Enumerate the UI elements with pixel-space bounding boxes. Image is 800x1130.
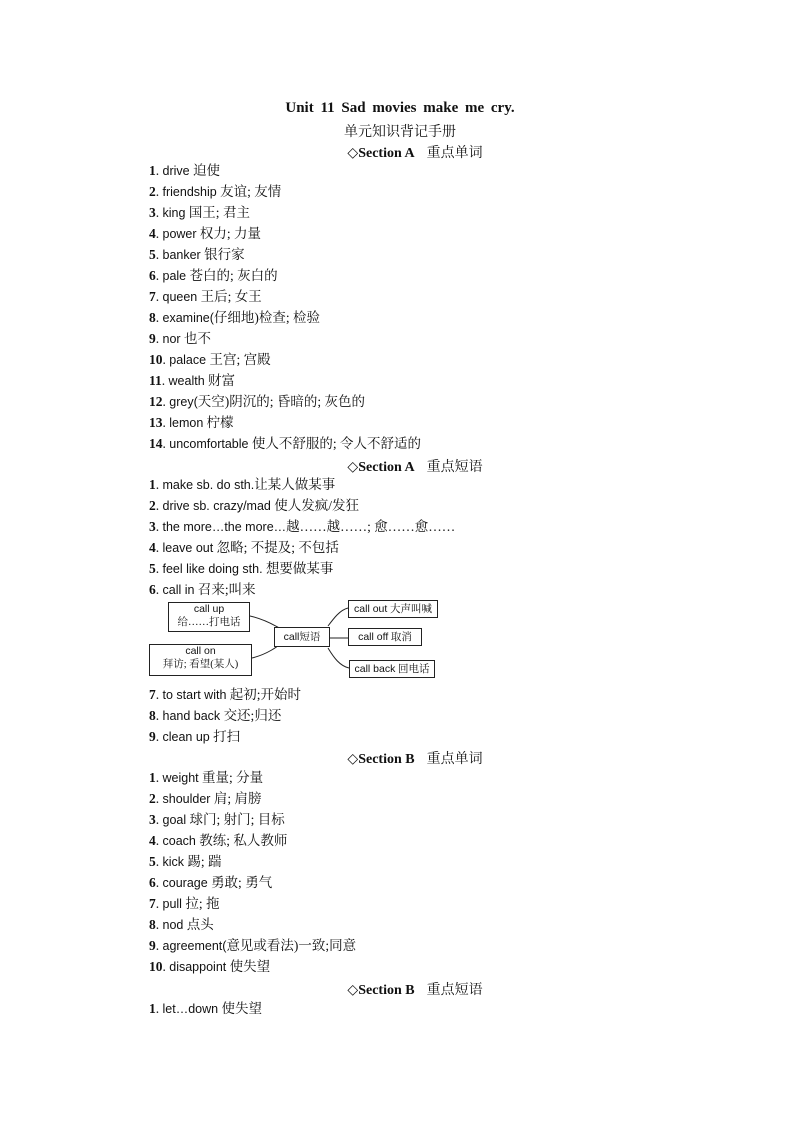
- diamond-icon: ◇: [347, 460, 359, 475]
- page-title: Unit 11 Sad movies make me cry.: [285, 100, 515, 116]
- word-list-a: [149, 160, 421, 454]
- call-up-box: call up 给……打电话: [168, 602, 250, 632]
- list-item: 7. to start with 起初;开始时: [149, 687, 302, 702]
- section-heading-b-words: [0, 748, 800, 768]
- call-phrase-diagram: [148, 598, 448, 682]
- list-item: 6. pale 苍白的; 灰白的: [149, 268, 278, 283]
- list-item: 1. weight 重量; 分量: [149, 770, 264, 785]
- list-item: 6. courage 勇敢; 勇气: [149, 875, 273, 890]
- call-center-box: call短语: [274, 627, 330, 647]
- section-label: Section B: [358, 752, 415, 767]
- list-item: 9. clean up 打扫: [149, 729, 241, 744]
- list-item: 3. king 国王; 君主: [149, 205, 250, 220]
- list-item: 11. wealth 财富: [149, 373, 236, 388]
- diamond-icon: ◇: [347, 983, 359, 998]
- section-label: Section A: [358, 460, 415, 475]
- section-zh: 重点单词: [426, 146, 483, 161]
- list-item: 5. kick 踢; 踹: [149, 854, 222, 869]
- page-subtitle: 单元知识背记手册: [344, 125, 456, 140]
- list-item: 4. power 权力; 力量: [149, 226, 262, 241]
- section-label: Section A: [358, 146, 415, 161]
- section-heading-a-words: [0, 142, 800, 162]
- list-item: 2. friendship 友谊; 友情: [149, 184, 282, 199]
- phrase-list-a: [149, 474, 455, 600]
- list-item: 10. disappoint 使失望: [149, 959, 271, 974]
- list-item: 13. lemon 柠檬: [149, 415, 234, 430]
- list-item: 10. palace 王宫; 宫殿: [149, 352, 271, 367]
- list-item: 1. drive 迫使: [149, 163, 220, 178]
- section-zh: 重点单词: [426, 752, 483, 767]
- call-off-box: call off 取消: [348, 628, 422, 646]
- list-item: 4. leave out 忽略; 不提及; 不包括: [149, 540, 339, 555]
- section-heading-a-phrases: [0, 456, 800, 476]
- phrase-list-a-cont: [149, 684, 301, 747]
- call-out-box: call out 大声叫喊: [348, 600, 438, 618]
- list-item: 9. agreement(意见或看法)一致;同意: [149, 938, 357, 953]
- word-list-b: [149, 767, 356, 977]
- call-back-box: call back 回电话: [349, 660, 435, 678]
- list-item: 4. coach 教练; 私人教师: [149, 833, 288, 848]
- list-item: 2. drive sb. crazy/mad 使人发疯/发狂: [149, 498, 360, 513]
- list-item: 7. queen 王后; 女王: [149, 289, 262, 304]
- list-item: 1. make sb. do sth.让某人做某事: [149, 477, 336, 492]
- list-item: 3. goal 球门; 射门; 目标: [149, 812, 285, 827]
- section-zh: 重点短语: [426, 460, 483, 475]
- list-item: 8. nod 点头: [149, 917, 214, 932]
- list-item: 12. grey(天空)阴沉的; 昏暗的; 灰色的: [149, 394, 365, 409]
- list-item: 9. nor 也不: [149, 331, 211, 346]
- phrase-list-b: [149, 998, 262, 1019]
- list-item: 8. hand back 交还;归还: [149, 708, 282, 723]
- call-on-box: call on 拜访; 看望(某人): [149, 644, 252, 676]
- list-item: 2. shoulder 肩; 肩膀: [149, 791, 262, 806]
- list-item: 8. examine(仔细地)检查; 检验: [149, 310, 321, 325]
- list-item: 14. uncomfortable 使人不舒服的; 令人不舒适的: [149, 436, 421, 451]
- list-item: 1. let…down 使失望: [149, 1001, 262, 1016]
- section-heading-b-phrases: [0, 979, 800, 999]
- diamond-icon: ◇: [347, 146, 359, 161]
- section-label: Section B: [358, 983, 415, 998]
- list-item: 5. feel like doing sth. 想要做某事: [149, 561, 334, 576]
- list-item: 5. banker 银行家: [149, 247, 245, 262]
- list-item: 6. call in 召来;叫来: [149, 582, 256, 597]
- section-zh: 重点短语: [426, 983, 483, 998]
- list-item: 3. the more…the more…越……越……; 愈……愈……: [149, 519, 456, 534]
- list-item: 7. pull 拉; 拖: [149, 896, 220, 911]
- diamond-icon: ◇: [347, 752, 359, 767]
